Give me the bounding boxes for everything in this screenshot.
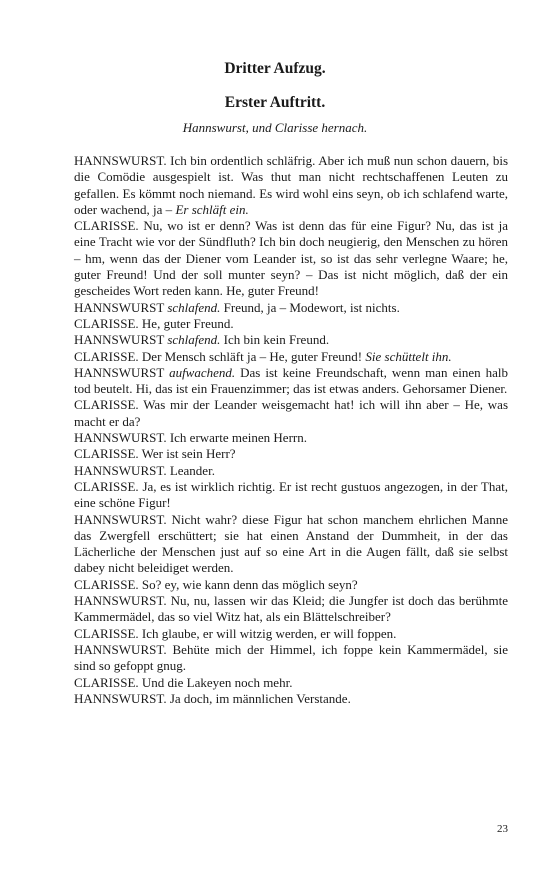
speaker-name: CLARISSE. [74, 397, 139, 413]
stage-direction: schlafend. [167, 332, 221, 348]
speech-text: Das ist keine Freundschaft, wenn man einen halb tod beutelt. Hi, das ist ein Frauenzimmer; das ist etwas anders. Gehorsamer Diener. [74, 364, 508, 397]
speech-text: Nu, wo ist er denn? Was ist denn das für eine Figur? Nu, das ist ja eine Tracht wie vor der Sündfluth? Ich bin doch neugierig, den Menschen zu hören – hm, wenn das der Diener vom Leander ist, so ist das sehr verlegne Waare; he, guter Freund! Und der soll munter seyn? – Das ist nicht möglich, daß der ein gescheides Wort reden kann. He, guter Freund! [74, 218, 509, 299]
stage-direction: Sie schüttelt ihn. [365, 348, 452, 364]
dialogue-paragraph [74, 332, 508, 348]
page-number: 23 [497, 823, 508, 835]
speaker-name: HANNSWURST. [74, 462, 167, 478]
dialogue-paragraph [74, 300, 508, 316]
speaker-name: CLARISSE. [74, 218, 139, 234]
dialogue-paragraph [74, 316, 508, 332]
speaker-name: CLARISSE. [74, 674, 139, 690]
speech-text: Wer ist sein Herr? [141, 446, 236, 462]
speech-text: Der Mensch schläft ja – He, guter Freund! [141, 348, 366, 364]
speech-text: Behüte mich der Himmel, ich foppe kein Kammermädel, sie sind so gefoppt gnug. [74, 641, 509, 674]
speaker-name: HANNSWURST. [74, 593, 167, 609]
speaker-name: HANNSWURST [74, 364, 165, 380]
stage-direction: schlafend. [167, 299, 221, 315]
speaker-name: CLARISSE. [74, 625, 139, 641]
speaker-name: CLARISSE. [74, 446, 139, 462]
dialogue-text [74, 153, 508, 707]
dialogue-paragraph [74, 642, 508, 675]
speaker-name: CLARISSE. [74, 576, 139, 592]
persons-line: Hannswurst, und Clarisse hernach. [182, 120, 368, 135]
dialogue-paragraph [74, 430, 508, 446]
dialogue-paragraph [74, 446, 508, 462]
speech-text: Was mir der Leander weisgemacht hat! ich will ihn aber – He, was macht er da? [74, 397, 509, 429]
speech-text: Ja, es ist wirklich richtig. Er ist recht gustuos angezogen, in der That, eine schöne Figur! [74, 478, 509, 511]
speech-text: Leander. [169, 462, 215, 478]
speaker-name: HANNSWURST. [74, 430, 167, 446]
speech-text: Und die Lakeyen noch mehr. [141, 674, 293, 690]
dialogue-paragraph [74, 349, 508, 365]
dialogue-paragraph [74, 577, 508, 593]
speaker-name: HANNSWURST [74, 332, 165, 348]
dialogue-paragraph [74, 365, 508, 398]
dialogue-paragraph [74, 397, 508, 430]
speech-text: Ich bin kein Freund. [223, 332, 330, 348]
dialogue-paragraph [74, 675, 508, 691]
speech-text: Ich bin ordentlich schläfrig. Aber ich muß nun schon dauern, bis die Comödie ausgespielt ist. Was thut man nicht rechtschaffenen Leuten zu gefallen. Es kömmt noch niemand. Es wird wohl eins seyn, ob ich schlafend warte, oder wachend, ja – [74, 153, 509, 217]
speech-text: Nu, nu, lassen wir das Kleid; die Jungfer ist doch das berühmte Kammermädel, das so viel Witz hat, als ein Blättelschreiber? [74, 593, 509, 625]
stage-direction: aufwachend. [169, 364, 236, 380]
dialogue-paragraph [74, 153, 508, 218]
dialogue-paragraph [74, 593, 508, 626]
dialogue-paragraph [74, 463, 508, 479]
speech-text: Ja doch, im männlichen Verstande. [169, 690, 351, 706]
act-title: Dritter Aufzug. [224, 60, 326, 77]
speaker-name: HANNSWURST. [74, 641, 167, 657]
speaker-name: CLARISSE. [74, 315, 139, 331]
speech-text: So? ey, wie kann denn das möglich seyn? [141, 576, 358, 592]
speech-text: Ich glaube, er will witzig werden, er will foppen. [141, 625, 397, 641]
scene-title: Erster Auftritt. [224, 94, 326, 111]
dialogue-paragraph [74, 691, 508, 707]
dialogue-paragraph [74, 512, 508, 577]
speaker-name: CLARISSE. [74, 478, 139, 494]
speaker-name: HANNSWURST [74, 299, 165, 315]
speaker-name: HANNSWURST. [74, 690, 167, 706]
speaker-name: HANNSWURST. [74, 153, 167, 168]
speaker-name: CLARISSE. [74, 348, 139, 364]
stage-direction: Er schläft ein. [175, 201, 249, 217]
speech-text: Nicht wahr? diese Figur hat schon manchem ehrlichen Manne das Zwergfell erschüttert; sie hat einen Anstand der Dummheit, in der das Lächerliche der Menschen just auf so eine Art in die Augen fällt, daß sie selbst dabey nicht beleidiget werden. [74, 511, 508, 576]
dialogue-paragraph [74, 218, 508, 299]
speech-text: Ich erwarte meinen Herrn. [169, 430, 307, 446]
dialogue-paragraph [74, 479, 508, 512]
speaker-name: HANNSWURST. [74, 511, 167, 527]
speech-text: Freund, ja – Modewort, ist nichts. [223, 299, 400, 315]
speech-text: He, guter Freund. [141, 315, 234, 331]
dialogue-paragraph [74, 626, 508, 642]
